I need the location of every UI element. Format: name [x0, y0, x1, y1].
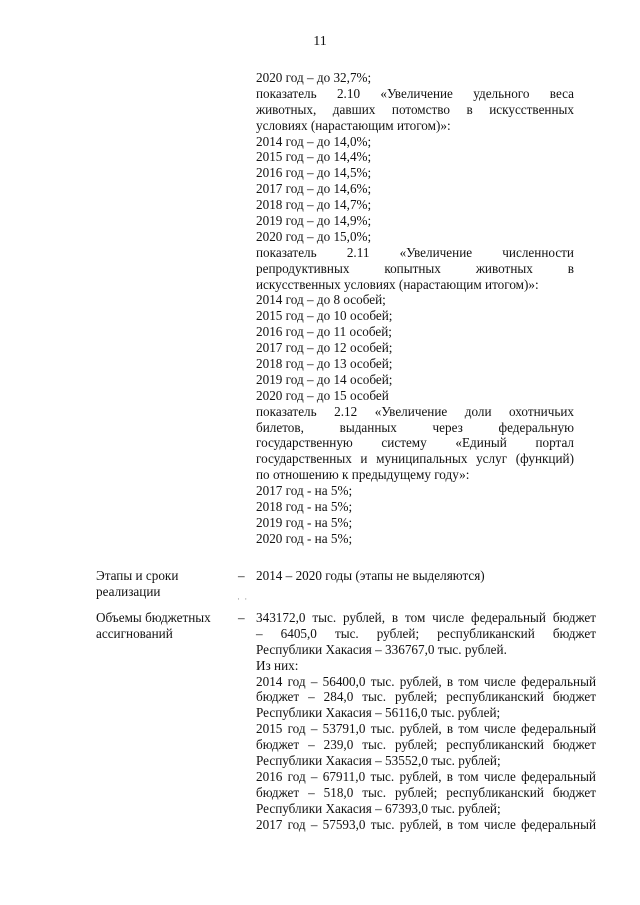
budget-dash: –: [238, 610, 245, 625]
text-line: 2020 год – до 15 особей: [256, 387, 389, 403]
budget-label-line: Объемы бюджетных: [96, 610, 211, 625]
page-number: 11: [313, 34, 327, 49]
text-line: 2018 год – до 13 особей;: [256, 356, 393, 372]
text-line: репродуктивных копытных животных в: [256, 260, 574, 276]
text-line: 2016 год – до 11 особей;: [256, 324, 392, 340]
text-line: 2016 год – 67911,0 тыс. рублей, в том числе федеральный: [256, 768, 596, 784]
text-line: бюджет – 239,0 тыс. рублей; республиканский бюджет: [256, 737, 596, 753]
text-line: 343172,0 тыс. рублей, в том числе федеральный бюджет: [256, 610, 596, 625]
text-line: 2017 год – до 12 особей;: [256, 340, 393, 356]
text-line: 2015 год – до 14,4%;: [256, 149, 372, 165]
text-line: Республики Хакасия – 67393,0 тыс. рублей;: [256, 800, 501, 816]
text-line: 2020 год – до 32,7%;: [256, 70, 372, 85]
stages-dash: –: [238, 568, 245, 583]
stages-label-line: реализации: [96, 583, 161, 599]
indicators-section: [256, 70, 574, 547]
stages-value: [256, 568, 574, 584]
text-line: Республики Хакасия – 56116,0 тыс. рублей;: [256, 705, 501, 721]
text-line: – 6405,0 тыс. рублей; республиканский бюджет: [256, 625, 596, 641]
text-line: государственных и муниципальных услуг (функций): [256, 451, 574, 467]
budget-label: [96, 610, 236, 642]
stages-label-line: Этапы и сроки: [96, 568, 179, 583]
text-line: 2016 год – до 14,5%;: [256, 165, 372, 181]
text-line: 2017 год - на 5%;: [256, 483, 353, 499]
text-line: искусственных условиях (нарастающим итогом)»:: [256, 276, 539, 292]
text-line: 2014 год – до 14,0%;: [256, 133, 372, 149]
text-line: Из них:: [256, 657, 299, 673]
text-line: показатель 2.10 «Увеличение удельного веса: [256, 85, 574, 101]
text-line: 2017 год – 57593,0 тыс. рублей, в том числе федеральный: [256, 816, 596, 832]
text-line: по отношению к предыдущему году»:: [256, 467, 470, 483]
text-line: бюджет – 518,0 тыс. рублей; республиканский бюджет: [256, 784, 596, 800]
text-line: 2019 год - на 5%;: [256, 514, 353, 530]
text-line: условиях (нарастающим итогом)»:: [256, 117, 451, 133]
text-line: 2014 – 2020 годы (этапы не выделяются): [256, 568, 485, 583]
text-line: 2019 год – до 14 особей;: [256, 371, 393, 387]
text-line: 2019 год – до 14,9%;: [256, 213, 372, 229]
text-line: Республики Хакасия – 336767,0 тыс. рублей.: [256, 641, 507, 657]
text-line: 2018 год – до 14,7%;: [256, 197, 372, 213]
text-line: 2020 год – до 15,0%;: [256, 228, 372, 244]
text-line: животных, давших потомство в искусственных: [256, 101, 574, 117]
text-line: 2015 год – до 10 особей;: [256, 308, 393, 324]
text-line: 2014 год – 56400,0 тыс. рублей, в том числе федеральный: [256, 673, 596, 689]
budget-section: [256, 610, 596, 832]
text-line: 2018 год - на 5%;: [256, 499, 353, 515]
text-line: 2014 год – до 8 особей;: [256, 292, 386, 308]
text-line: бюджет – 284,0 тыс. рублей; республиканский бюджет: [256, 689, 596, 705]
budget-label-line: ассигнований: [96, 625, 173, 641]
text-line: показатель 2.12 «Увеличение доли охотничьих: [256, 403, 574, 419]
stages-label: [96, 568, 236, 600]
text-line: 2015 год – 53791,0 тыс. рублей, в том числе федеральный: [256, 721, 596, 737]
text-line: Республики Хакасия – 53552,0 тыс. рублей;: [256, 753, 501, 769]
text-line: показатель 2.11 «Увеличение численности: [256, 244, 574, 260]
text-line: государственную систему «Единый портал: [256, 435, 574, 451]
text-line: билетов, выданных через федеральную: [256, 419, 574, 435]
text-line: 2017 год – до 14,6%;: [256, 181, 372, 197]
text-line: 2020 год - на 5%;: [256, 530, 353, 546]
stray-marks: · ·: [237, 594, 249, 604]
